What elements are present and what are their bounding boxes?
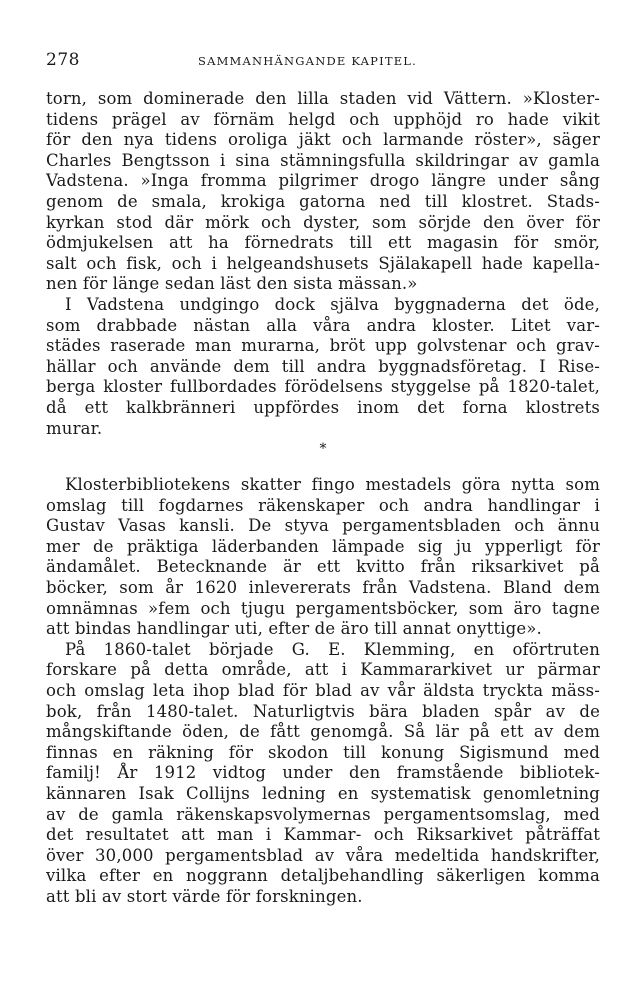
section-divider: * (319, 441, 327, 458)
text-line: nen för länge sedan läst den sista mässan.» (46, 274, 418, 294)
text-line: över 30,000 pergamentsblad av våra medeltida handskrifter, (46, 845, 600, 865)
text-line: det resultatet att man i Kammar- och Riksarkivet påträffat (46, 825, 600, 845)
text-line: kännaren Isak Collijns ledning en systematisk genomletning (46, 784, 600, 803)
text-line: böcker, som år 1620 inlevererats från Vadstena. Bland dem (46, 578, 600, 598)
text-line: städes raserade man murarna, bröt upp golvstenar och grav- (46, 336, 600, 356)
text-line: Charles Bengtsson i sina stämningsfulla skildringar av gamla (46, 150, 600, 170)
text-line: ändamålet. Betecknande är ett kvitto från riksarkivet på (46, 557, 600, 577)
text-line: genom de smala, krokiga gatorna ned till klostret. Stads- (46, 191, 600, 211)
text-line: tidens prägel av förnäm helgd och upphöjd ro hade vikit (46, 109, 600, 129)
running-head (46, 50, 600, 74)
text-line: Vadstena. »Inga fromma pilgrimer drogo längre under sång (46, 171, 600, 191)
text-line: för den nya tidens oroliga jäkt och larmande röster», säger (46, 130, 600, 150)
body-text (46, 89, 600, 908)
text-line: vilka efter en noggrann detaljbehandling säkerligen komma (46, 866, 600, 886)
text-line: bok, från 1480-talet. Naturligtvis bära bladen spår av de (46, 701, 600, 721)
text-line: I Vadstena undgingo dock själva byggnaderna det öde, (65, 294, 600, 314)
paragraph (46, 640, 600, 908)
text-line: Klosterbibliotekens skatter fingo mestadels göra nytta som (65, 475, 600, 495)
text-line: forskare på detta område, att i Kammararkivet ur pärmar (46, 660, 600, 680)
text-line: torn, som dominerade den lilla staden vid Vättern. »Kloster- (46, 89, 600, 108)
text-line: kyrkan stod där mörk och dyster, som sörjde den över för (46, 212, 600, 232)
text-line: Gustav Vasas kansli. De styva pergamentsbladen och ännu (46, 516, 600, 536)
text-line: ödmjukelsen att ha förnedrats till ett magasin för smör, (46, 233, 600, 253)
page-number: 278 (46, 50, 80, 70)
text-line: och omslag leta ihop blad för blad av vår äldsta tryckta mäss- (46, 681, 600, 701)
text-line: mångskiftande öden, de fått genomgå. Så lär på ett av dem (46, 722, 600, 742)
text-line: På 1860-talet började G. E. Klemming, en oförtruten (65, 639, 600, 659)
paragraph (46, 89, 600, 295)
text-line: omslag till fogdarnes räkenskaper och andra handlingar i (46, 495, 600, 515)
text-line: murar. (46, 418, 103, 438)
text-line: familj! År 1912 vidtog under den framstående bibliotek- (46, 763, 600, 783)
text-line: omnämnas »fem och tjugu pergamentsböcker, som äro tagne (46, 598, 600, 618)
paragraph (46, 295, 600, 439)
running-title: SAMMANHÄNGANDE KAPITEL. (198, 54, 417, 68)
text-line: finnas en räkning för skodon till konung Sigismund med (46, 742, 600, 762)
text-line: av de gamla räkenskapsvolymernas pergamentsomslag, med (46, 804, 600, 824)
paragraph (46, 475, 600, 640)
text-line: att bli av stort värde för forskningen. (46, 886, 363, 906)
text-line: berga kloster fullbordades förödelsens styggelse på 1820-talet, (46, 377, 600, 397)
text-line: då ett kalkbränneri uppfördes inom det forna klostrets (46, 397, 600, 417)
text-line: mer de präktiga läderbanden lämpade sig ju ypperligt för (46, 536, 600, 556)
text-line: hällar och använde dem till andra byggnadsföretag. I Rise- (46, 356, 600, 376)
text-line: att bindas handlingar uti, efter de äro till annat onyttige». (46, 619, 542, 639)
text-line: som drabbade nästan alla våra andra kloster. Litet var- (46, 315, 600, 335)
text-line: salt och fisk, och i helgeandshusets Själakapell hade kapella- (46, 253, 600, 273)
